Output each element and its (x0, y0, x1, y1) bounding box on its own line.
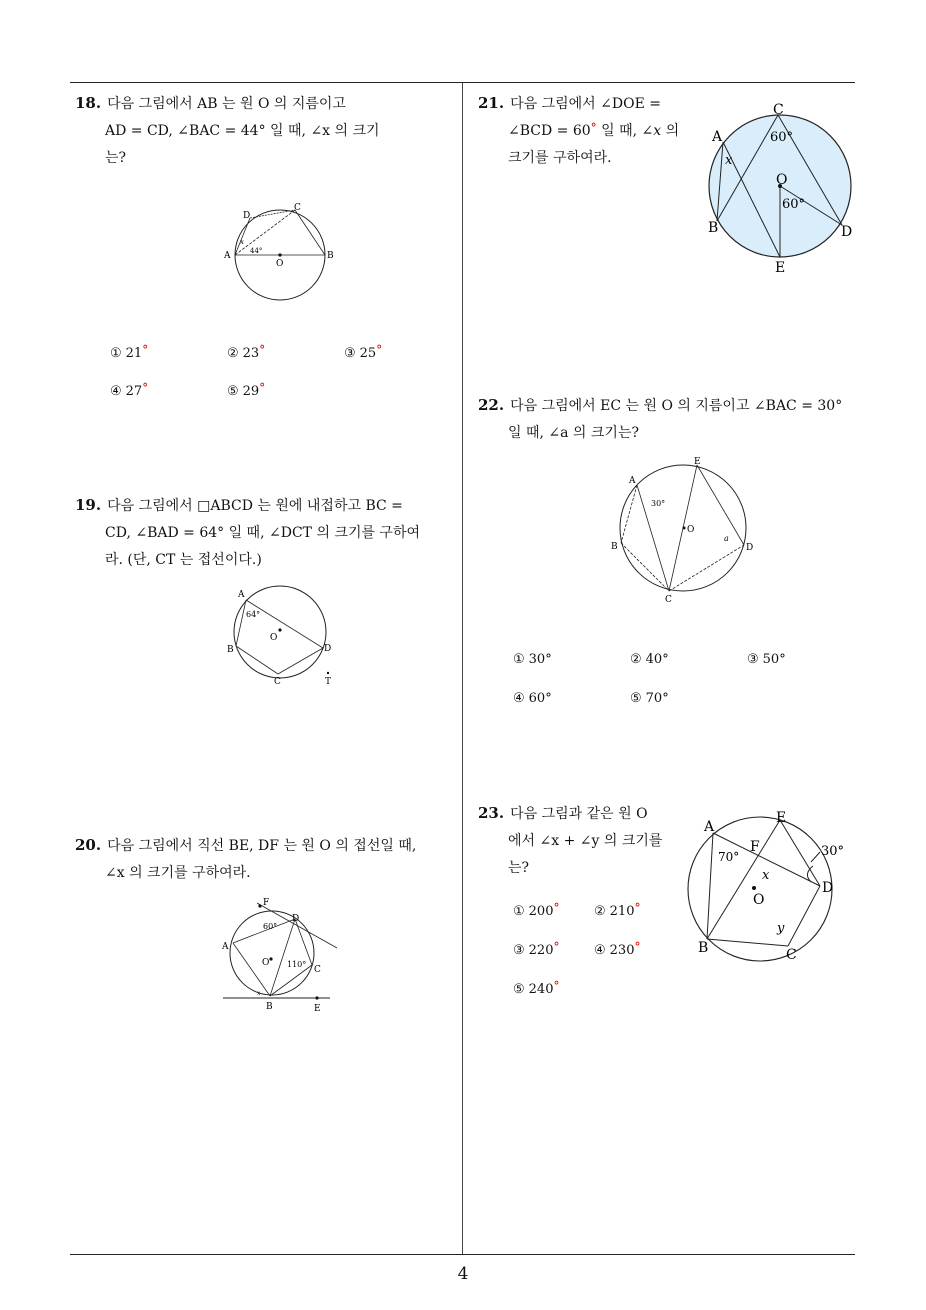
choice-5[interactable]: ⑤ 29° (227, 381, 266, 399)
choice-2[interactable]: ② 23° (227, 343, 266, 361)
choice-3[interactable]: ③ 50° (747, 652, 786, 667)
label-C: C (294, 203, 301, 213)
bottom-rule (70, 1254, 855, 1255)
figure-20 (215, 893, 345, 1015)
label-O: O (270, 633, 278, 643)
label-O: O (276, 259, 284, 269)
angle-30: 30° (651, 499, 666, 508)
label-D: D (243, 211, 251, 221)
choice-4[interactable]: ④ 230° (594, 940, 641, 958)
label-C: C (314, 965, 321, 975)
figure-18 (220, 198, 340, 308)
label-O: O (776, 172, 788, 188)
figure-23 (680, 806, 855, 966)
question-number: 23. (478, 804, 505, 822)
question-text-line: CD, ∠BAD = 64° 일 때, ∠DCT 의 크기를 구하여 (105, 525, 421, 541)
question-text-line: 크기를 구하여라. (508, 150, 612, 166)
label-T: T (325, 677, 332, 687)
figure-21 (700, 98, 860, 278)
label-B: B (708, 220, 719, 236)
label-y: y (777, 921, 785, 936)
question-text-line: 다음 그림에서 □ABCD 는 원에 내접하고 BC = (107, 498, 403, 514)
label-B: B (266, 1002, 273, 1012)
question-text-line: 다음 그림에서 직선 BE, DF 는 원 O 의 접선일 때, (107, 838, 417, 854)
choice-2[interactable]: ② 40° (630, 652, 669, 667)
label-C: C (786, 947, 797, 963)
choice-5[interactable]: ⑤ 240° (513, 979, 560, 997)
choice-1[interactable]: ① 30° (513, 652, 552, 667)
label-A: A (704, 819, 715, 835)
label-x: x (240, 238, 244, 246)
label-D: D (324, 644, 332, 654)
figure-22 (607, 455, 757, 603)
label-A: A (222, 942, 229, 952)
angle-label: 64° (246, 610, 261, 619)
question-text-line: 다음 그림에서 EC 는 원 O 의 지름이고 ∠BAC = 30° (510, 398, 843, 414)
label-O: O (262, 958, 270, 968)
page-number: 4 (457, 1264, 469, 1284)
label-x: x (257, 990, 261, 997)
question-text-line: ∠BCD = 60° 일 때, ∠x 의 (508, 121, 680, 139)
label-D: D (292, 914, 300, 924)
angle-60-top: 60° (770, 130, 794, 145)
question-22 (478, 392, 863, 447)
question-text-line: 일 때, ∠a 의 크기는? (508, 425, 639, 441)
label-A: A (224, 251, 231, 261)
label-x: x (762, 868, 770, 883)
choice-5[interactable]: ⑤ 70° (630, 691, 669, 706)
label-B: B (611, 542, 618, 552)
question-text-line: AD = CD, ∠BAC = 44° 일 때, ∠x 의 크기 (105, 123, 380, 139)
label-C: C (773, 102, 784, 118)
question-number: 21. (478, 94, 505, 112)
label-B: B (698, 940, 709, 956)
choice-4[interactable]: ④ 60° (513, 691, 552, 706)
label-D: D (841, 224, 853, 240)
choice-1[interactable]: ① 200° (513, 901, 560, 919)
angle-label: 44° (250, 247, 263, 255)
label-O: O (753, 892, 765, 908)
question-text-line: 다음 그림에서 AB 는 원 O 의 지름이고 (107, 96, 346, 112)
question-text-line: 는? (508, 860, 530, 876)
question-number: 20. (75, 836, 102, 854)
label-A: A (712, 129, 723, 145)
label-D: D (746, 543, 754, 553)
column-divider (462, 83, 463, 1255)
question-21 (478, 90, 698, 172)
question-20 (75, 832, 458, 887)
question-text-line: 다음 그림에서 ∠DOE = (510, 96, 661, 112)
label-a: a (724, 534, 729, 543)
label-E: E (694, 457, 701, 467)
label-D: D (822, 880, 834, 896)
label-C: C (665, 595, 672, 603)
choice-1[interactable]: ① 21° (110, 343, 149, 361)
choice-3[interactable]: ③ 220° (513, 940, 560, 958)
angle-30: 30° (821, 844, 845, 859)
question-18 (75, 90, 458, 172)
question-text-line: 다음 그림과 같은 원 O (510, 806, 648, 822)
question-number: 22. (478, 396, 505, 414)
question-text-line: ∠x 의 크기를 구하여라. (105, 865, 251, 881)
label-A: A (629, 476, 636, 486)
question-19 (75, 492, 458, 574)
label-E: E (775, 260, 786, 276)
label-B: B (327, 251, 334, 261)
choice-2[interactable]: ② 210° (594, 901, 641, 919)
label-E: E (776, 810, 787, 826)
label-A: A (238, 590, 245, 600)
question-number: 19. (75, 496, 102, 514)
question-text-line: 는? (105, 150, 127, 166)
choice-3[interactable]: ③ 25° (344, 343, 383, 361)
angle-60-center: 60° (782, 197, 806, 212)
label-x: x (725, 153, 733, 168)
label-F: F (263, 898, 270, 908)
question-text-line: 라. (단, CT 는 접선이다.) (105, 552, 262, 568)
choice-4[interactable]: ④ 27° (110, 381, 149, 399)
question-text-line: 에서 ∠x + ∠y 의 크기를 (508, 833, 663, 849)
label-E: E (314, 1004, 321, 1014)
angle-70: 70° (718, 850, 740, 864)
angle-60: 60° (263, 922, 278, 931)
question-number: 18. (75, 94, 102, 112)
label-F: F (750, 839, 760, 855)
figure-19 (222, 580, 342, 690)
question-23 (478, 800, 688, 882)
label-O: O (687, 525, 695, 535)
angle-110: 110° (287, 960, 307, 969)
label-C: C (274, 677, 281, 687)
label-B: B (227, 645, 234, 655)
